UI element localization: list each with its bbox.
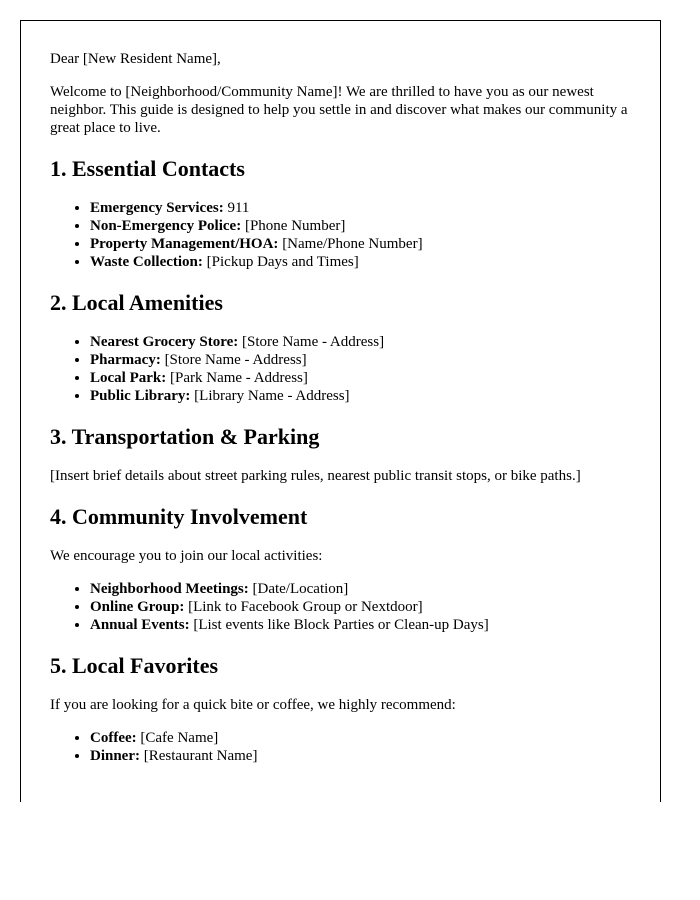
item-label: Emergency Services:: [90, 200, 224, 216]
item-value: 911: [223, 200, 250, 216]
list-item: [90, 729, 631, 747]
essential-contacts-list: [50, 199, 631, 271]
list-item: [90, 387, 631, 405]
item-value: [Name/Phone Number]: [278, 236, 423, 252]
list-item: [90, 598, 631, 616]
list-item: [90, 580, 631, 598]
item-value: [Cafe Name]: [136, 730, 219, 746]
list-item: [90, 616, 631, 634]
item-value: [Pickup Days and Times]: [202, 254, 359, 270]
item-value: [Link to Facebook Group or Nextdoor]: [184, 599, 423, 615]
item-label: Neighborhood Meetings:: [90, 581, 249, 597]
list-item: [90, 253, 631, 271]
item-value: [Store Name - Address]: [160, 352, 307, 368]
item-value: [Date/Location]: [248, 581, 349, 597]
list-item: [90, 217, 631, 235]
list-item: [90, 199, 631, 217]
item-label: Coffee:: [90, 730, 137, 746]
item-value: [Park Name - Address]: [166, 370, 308, 386]
intro-paragraph: Welcome to [Neighborhood/Community Name]! We are thrilled to have you as our newest neighbor. This guide is designed to help you settle in and discover what makes our community a great place to live.: [50, 84, 628, 136]
section-heading-community-involvement: 4. Community Involvement: [50, 504, 308, 529]
item-value: [List events like Block Parties or Clean-up Days]: [189, 617, 489, 633]
list-item: [90, 333, 631, 351]
item-label: Annual Events:: [90, 617, 190, 633]
item-label: Local Park:: [90, 370, 167, 386]
list-item: [90, 235, 631, 253]
community-involvement-lead: We encourage you to join our local activities:: [50, 548, 323, 564]
item-value: [Phone Number]: [241, 218, 346, 234]
item-label: Dinner:: [90, 748, 140, 764]
item-value: [Store Name - Address]: [238, 334, 385, 350]
item-label: Non-Emergency Police:: [90, 218, 242, 234]
item-label: Public Library:: [90, 388, 191, 404]
item-value: [Library Name - Address]: [190, 388, 350, 404]
item-label: Waste Collection:: [90, 254, 203, 270]
local-amenities-list: [50, 333, 631, 405]
item-value: [Restaurant Name]: [140, 748, 258, 764]
local-favorites-list: [50, 729, 631, 765]
section-heading-local-favorites: 5. Local Favorites: [50, 653, 219, 678]
section-heading-essential-contacts: 1. Essential Contacts: [50, 156, 245, 181]
item-label: Online Group:: [90, 599, 185, 615]
list-item: [90, 351, 631, 369]
item-label: Nearest Grocery Store:: [90, 334, 239, 350]
community-involvement-list: [50, 580, 631, 634]
list-item: [90, 369, 631, 387]
item-label: Property Management/HOA:: [90, 236, 279, 252]
transportation-text: [Insert brief details about street parking rules, nearest public transit stops, or bike paths.]: [50, 468, 581, 484]
section-heading-local-amenities: 2. Local Amenities: [50, 290, 223, 315]
list-item: [90, 747, 631, 765]
section-heading-transportation: 3. Transportation & Parking: [50, 424, 320, 449]
salutation: Dear [New Resident Name],: [50, 51, 221, 67]
item-label: Pharmacy:: [90, 352, 161, 368]
local-favorites-lead: If you are looking for a quick bite or coffee, we highly recommend:: [50, 697, 456, 713]
letter-page: [20, 20, 661, 802]
